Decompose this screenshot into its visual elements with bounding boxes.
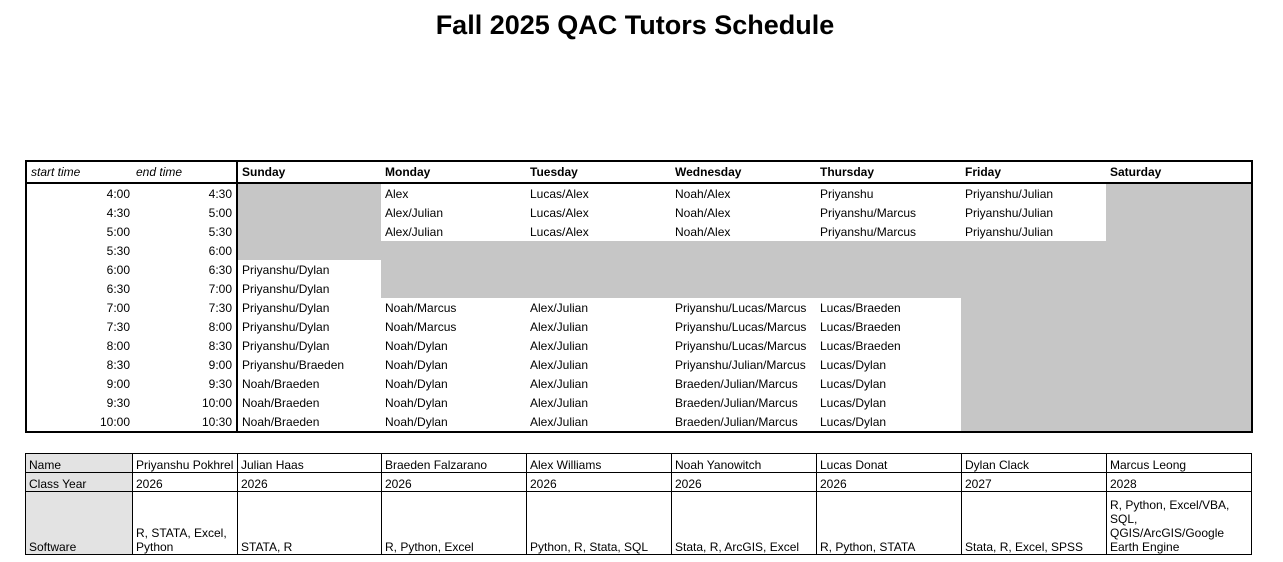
- tutor-class-year-cell: 2026: [527, 473, 672, 492]
- software-row-label: Software: [26, 492, 133, 555]
- slot-cell-tuesday: Alex/Julian: [530, 338, 589, 353]
- slot-cell-wednesday: Braeden/Julian/Marcus: [675, 395, 798, 410]
- slot-cell-friday: [961, 355, 1106, 374]
- tutor-class-year-cell: 2028: [1107, 473, 1252, 492]
- start-time-cell: 8:30: [106, 357, 130, 372]
- slot-cell-wednesday: [671, 260, 816, 279]
- end-time-cell: 5:30: [208, 224, 232, 239]
- start-time-cell: 8:00: [106, 338, 130, 353]
- schedule-row: [26, 203, 1252, 222]
- slot-cell-monday: Noah/Marcus: [385, 319, 457, 334]
- slot-cell-tuesday: [526, 260, 671, 279]
- slot-cell-tuesday: Lucas/Alex: [530, 224, 589, 239]
- tutor-class-year-cell: 2026: [133, 473, 238, 492]
- slot-cell-saturday: [1106, 298, 1252, 317]
- slot-cell-friday: [961, 241, 1106, 260]
- start-time-cell: 9:00: [106, 376, 130, 391]
- schedule-row: [26, 241, 1252, 260]
- slot-cell-tuesday: [526, 279, 671, 298]
- slot-cell-saturday: [1106, 183, 1252, 203]
- start-time-cell: 5:00: [106, 224, 130, 239]
- slot-cell-thursday: [816, 241, 961, 260]
- schedule-row: [26, 222, 1252, 241]
- slot-cell-wednesday: Priyanshu/Lucas/Marcus: [675, 300, 807, 315]
- slot-cell-sunday: [237, 241, 381, 260]
- slot-cell-wednesday: Priyanshu/Lucas/Marcus: [675, 338, 807, 353]
- tutor-name-cell: Lucas Donat: [817, 454, 962, 473]
- slot-cell-saturday: [1106, 222, 1252, 241]
- slot-cell-saturday: [1106, 412, 1252, 432]
- end-time-cell: 7:30: [208, 300, 232, 315]
- start-time-cell: 4:00: [106, 186, 130, 201]
- tutor-software-cell: R, Python, Excel: [382, 492, 527, 555]
- slot-cell-wednesday: Priyanshu/Julian/Marcus: [675, 357, 806, 372]
- start-time-cell: 6:00: [106, 262, 130, 277]
- schedule-row: [26, 183, 1252, 203]
- slot-cell-saturday: [1106, 355, 1252, 374]
- slot-cell-saturday: [1106, 241, 1252, 260]
- slot-cell-friday: [961, 279, 1106, 298]
- slot-cell-wednesday: Noah/Alex: [675, 205, 731, 220]
- end-time-cell: 4:30: [208, 186, 232, 201]
- slot-cell-wednesday: [671, 241, 816, 260]
- class-year-row-label: Class Year: [26, 473, 133, 492]
- slot-cell-monday: [381, 279, 526, 298]
- slot-cell-friday: [961, 374, 1106, 393]
- slot-cell-thursday: [816, 260, 961, 279]
- schedule-row: [26, 336, 1252, 355]
- tutor-class-year-cell: 2026: [672, 473, 817, 492]
- slot-cell-monday: Noah/Dylan: [385, 338, 448, 353]
- tutor-name-cell: Julian Haas: [238, 454, 382, 473]
- slot-cell-monday: Alex: [385, 186, 409, 201]
- tutor-software-cell: Stata, R, ArcGIS, Excel: [672, 492, 817, 555]
- end-time-cell: 6:00: [208, 243, 232, 258]
- slot-cell-sunday: Noah/Braeden: [237, 412, 381, 432]
- slot-cell-wednesday: Braeden/Julian/Marcus: [675, 376, 798, 391]
- slot-cell-tuesday: Lucas/Alex: [530, 186, 589, 201]
- class-year-row: [26, 473, 1252, 492]
- slot-cell-thursday: Priyanshu/Marcus: [820, 224, 917, 239]
- slot-cell-friday: [961, 260, 1106, 279]
- tutor-info-table: [25, 453, 1252, 555]
- schedule-row: [26, 374, 1252, 393]
- slot-cell-saturday: [1106, 374, 1252, 393]
- end-time-cell: 5:00: [208, 205, 232, 220]
- slot-cell-sunday: Noah/Braeden: [237, 393, 381, 412]
- tutor-software-cell: R, STATA, Excel, Python: [133, 492, 238, 555]
- slot-cell-friday: [961, 412, 1106, 432]
- slot-cell-thursday: Lucas/Dylan: [820, 414, 887, 429]
- software-row: [26, 492, 1252, 555]
- slot-cell-thursday: Lucas/Dylan: [820, 357, 887, 372]
- schedule-row: [26, 298, 1252, 317]
- tutor-software-cell: Stata, R, Excel, SPSS: [962, 492, 1107, 555]
- slot-cell-saturday: [1106, 317, 1252, 336]
- header-end-time: end time: [132, 161, 237, 183]
- slot-cell-saturday: [1106, 336, 1252, 355]
- header-monday: Monday: [381, 161, 526, 183]
- slot-cell-sunday: Noah/Braeden: [237, 374, 381, 393]
- slot-cell-tuesday: Alex/Julian: [530, 376, 589, 391]
- slot-cell-wednesday: Noah/Alex: [675, 224, 731, 239]
- start-time-cell: 7:00: [106, 300, 130, 315]
- start-time-cell: 9:30: [106, 395, 130, 410]
- slot-cell-friday: Priyanshu/Julian: [965, 186, 1054, 201]
- schedule-row: [26, 412, 1252, 432]
- start-time-cell: 6:30: [106, 281, 130, 296]
- tutor-software-cell: Python, R, Stata, SQL: [527, 492, 672, 555]
- tutor-software-cell: R, Python, Excel/VBA, SQL, QGIS/ArcGIS/Google Earth Engine: [1107, 492, 1252, 555]
- tutor-software-cell: R, Python, STATA: [817, 492, 962, 555]
- slot-cell-thursday: Lucas/Braeden: [820, 300, 901, 315]
- slot-cell-sunday: Priyanshu/Dylan: [237, 336, 381, 355]
- slot-cell-saturday: [1106, 279, 1252, 298]
- slot-cell-sunday: [237, 203, 381, 222]
- slot-cell-monday: Noah/Dylan: [385, 357, 448, 372]
- slot-cell-thursday: Lucas/Dylan: [820, 395, 887, 410]
- start-time-cell: 10:00: [99, 414, 130, 429]
- header-start-time: start time: [26, 161, 132, 183]
- schedule-row: [26, 279, 1252, 298]
- schedule-row: [26, 355, 1252, 374]
- slot-cell-saturday: [1106, 393, 1252, 412]
- header-friday: Friday: [961, 161, 1106, 183]
- slot-cell-friday: Priyanshu/Julian: [965, 224, 1054, 239]
- end-time-cell: 6:30: [208, 262, 232, 277]
- slot-cell-friday: [961, 298, 1106, 317]
- slot-cell-friday: [961, 336, 1106, 355]
- slot-cell-friday: [961, 393, 1106, 412]
- tutor-name-cell: Dylan Clack: [962, 454, 1107, 473]
- slot-cell-monday: Alex/Julian: [385, 224, 444, 239]
- tutor-class-year-cell: 2026: [817, 473, 962, 492]
- slot-cell-thursday: Priyanshu: [820, 186, 874, 201]
- slot-cell-sunday: [237, 222, 381, 241]
- slot-cell-tuesday: Alex/Julian: [530, 414, 589, 429]
- page-title: Fall 2025 QAC Tutors Schedule: [435, 10, 835, 40]
- end-time-cell: 10:00: [201, 395, 232, 410]
- tutor-name-cell: Marcus Leong: [1107, 454, 1252, 473]
- slot-cell-friday: [961, 317, 1106, 336]
- slot-cell-wednesday: Braeden/Julian/Marcus: [675, 414, 798, 429]
- tutor-name-cell: Noah Yanowitch: [672, 454, 817, 473]
- slot-cell-tuesday: Alex/Julian: [530, 319, 589, 334]
- slot-cell-friday: Priyanshu/Julian: [965, 205, 1054, 220]
- slot-cell-saturday: [1106, 260, 1252, 279]
- schedule-row: [26, 393, 1252, 412]
- slot-cell-tuesday: Alex/Julian: [530, 395, 589, 410]
- schedule-row: [26, 317, 1252, 336]
- slot-cell-monday: Noah/Dylan: [385, 376, 448, 391]
- slot-cell-monday: Alex/Julian: [385, 205, 444, 220]
- name-row-label: Name: [26, 454, 133, 473]
- header-saturday: Saturday: [1106, 161, 1252, 183]
- slot-cell-thursday: Lucas/Braeden: [820, 319, 901, 334]
- slot-cell-monday: Noah/Dylan: [385, 414, 448, 429]
- slot-cell-wednesday: Priyanshu/Lucas/Marcus: [675, 319, 807, 334]
- header-wednesday: Wednesday: [671, 161, 816, 183]
- tutor-software-cell: STATA, R: [238, 492, 382, 555]
- end-time-cell: 9:00: [208, 357, 232, 372]
- schedule-table: [25, 160, 1253, 433]
- slot-cell-wednesday: Noah/Alex: [675, 186, 731, 201]
- slot-cell-sunday: Priyanshu/Dylan: [237, 260, 381, 279]
- schedule-row: [26, 260, 1252, 279]
- end-time-cell: 10:30: [201, 414, 232, 429]
- slot-cell-monday: [381, 241, 526, 260]
- end-time-cell: 8:30: [208, 338, 232, 353]
- slot-cell-wednesday: [671, 279, 816, 298]
- slot-cell-sunday: Priyanshu/Dylan: [237, 317, 381, 336]
- slot-cell-thursday: [816, 279, 961, 298]
- slot-cell-saturday: [1106, 203, 1252, 222]
- tutor-name-cell: Priyanshu Pokhrel: [133, 454, 238, 473]
- name-row: [26, 454, 1252, 473]
- end-time-cell: 8:00: [208, 319, 232, 334]
- end-time-cell: 7:00: [208, 281, 232, 296]
- start-time-cell: 4:30: [106, 205, 130, 220]
- slot-cell-tuesday: Alex/Julian: [530, 300, 589, 315]
- tutor-class-year-cell: 2026: [382, 473, 527, 492]
- header-tuesday: Tuesday: [526, 161, 671, 183]
- slot-cell-monday: [381, 260, 526, 279]
- slot-cell-thursday: Lucas/Braeden: [820, 338, 901, 353]
- slot-cell-tuesday: Alex/Julian: [530, 357, 589, 372]
- slot-cell-sunday: Priyanshu/Braeden: [237, 355, 381, 374]
- start-time-cell: 7:30: [106, 319, 130, 334]
- start-time-cell: 5:30: [106, 243, 130, 258]
- tutor-class-year-cell: 2027: [962, 473, 1107, 492]
- slot-cell-thursday: Lucas/Dylan: [820, 376, 887, 391]
- tutor-name-cell: Alex Williams: [527, 454, 672, 473]
- slot-cell-monday: Noah/Dylan: [385, 395, 448, 410]
- slot-cell-tuesday: Lucas/Alex: [530, 205, 589, 220]
- tutor-name-cell: Braeden Falzarano: [382, 454, 527, 473]
- slot-cell-sunday: Priyanshu/Dylan: [237, 279, 381, 298]
- end-time-cell: 9:30: [208, 376, 232, 391]
- slot-cell-sunday: Priyanshu/Dylan: [237, 298, 381, 317]
- slot-cell-thursday: Priyanshu/Marcus: [820, 205, 917, 220]
- tutor-class-year-cell: 2026: [238, 473, 382, 492]
- slot-cell-tuesday: [526, 241, 671, 260]
- header-sunday: Sunday: [237, 161, 381, 183]
- slot-cell-sunday: [237, 183, 381, 203]
- slot-cell-monday: Noah/Marcus: [385, 300, 457, 315]
- header-thursday: Thursday: [816, 161, 961, 183]
